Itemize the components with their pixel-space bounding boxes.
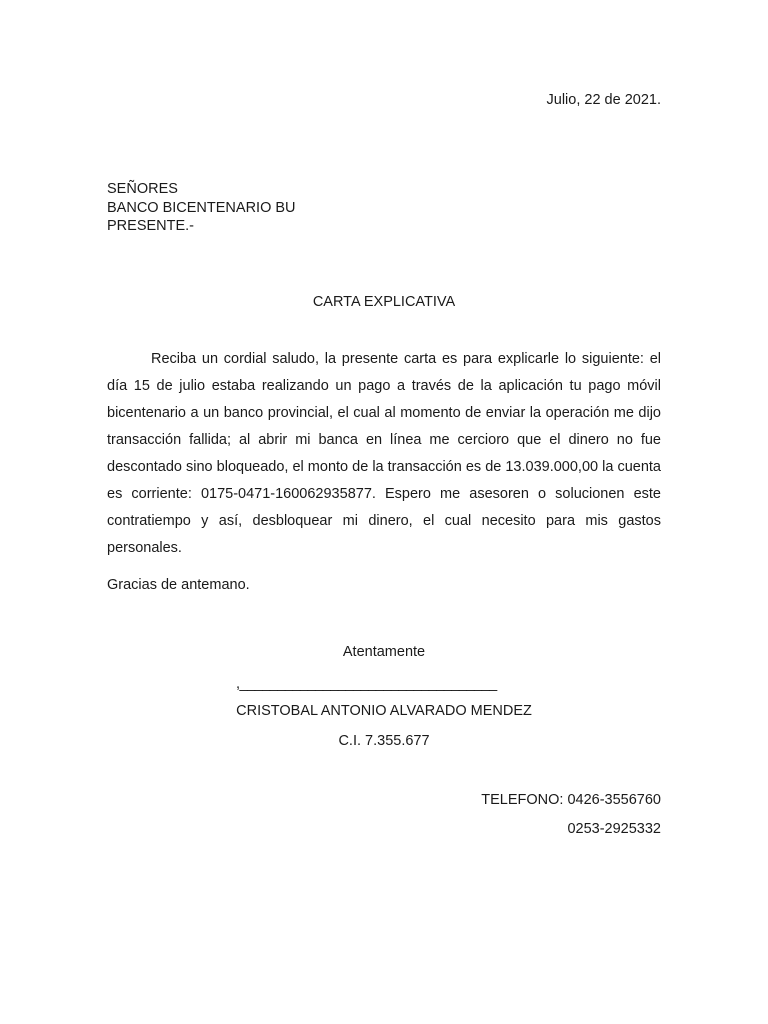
signature-line: ,__________________________________ [236,676,497,692]
letter-title: CARTA EXPLICATIVA [312,294,456,310]
recipient-line-2: BANCO BICENTENARIO BU [107,199,296,216]
phone-primary: TELEFONO: 0426-3556760 [481,792,661,808]
closing-salutation: Atentamente [342,644,426,660]
letter-date: Julio, 22 de 2021. [546,92,661,108]
recipient-block [107,180,296,236]
thanks-line: Gracias de antemano. [107,577,250,593]
recipient-line-3: PRESENTE.- [107,218,195,234]
signer-id: C.I. 7.355.677 [338,733,430,749]
recipient-line-1: SEÑORES [107,181,178,197]
signer-name: CRISTOBAL ANTONIO ALVARADO MENDEZ [236,703,532,719]
letter-body: Reciba un cordial saludo, la presente carta es para explicarle lo siguiente: el día 15 de julio estaba realizando un pago a través de la aplicación tu pago móvil bicentenario a un banco provincial, el cual al momento de enviar la operación me dijo transacción fallida; al abrir mi banca en línea me cercioro que el dinero no fue descontado sino bloqueado, el monto de la transacción es de 13.039.000,00 la cuenta es corriente: 0175-0471-160062935877. Espero me asesoren o solucionen este contratiempo y así, desbloquear mi dinero, el cual necesito para mis gastos personales. [107,351,661,556]
phone-secondary: 0253-2925332 [567,821,661,837]
